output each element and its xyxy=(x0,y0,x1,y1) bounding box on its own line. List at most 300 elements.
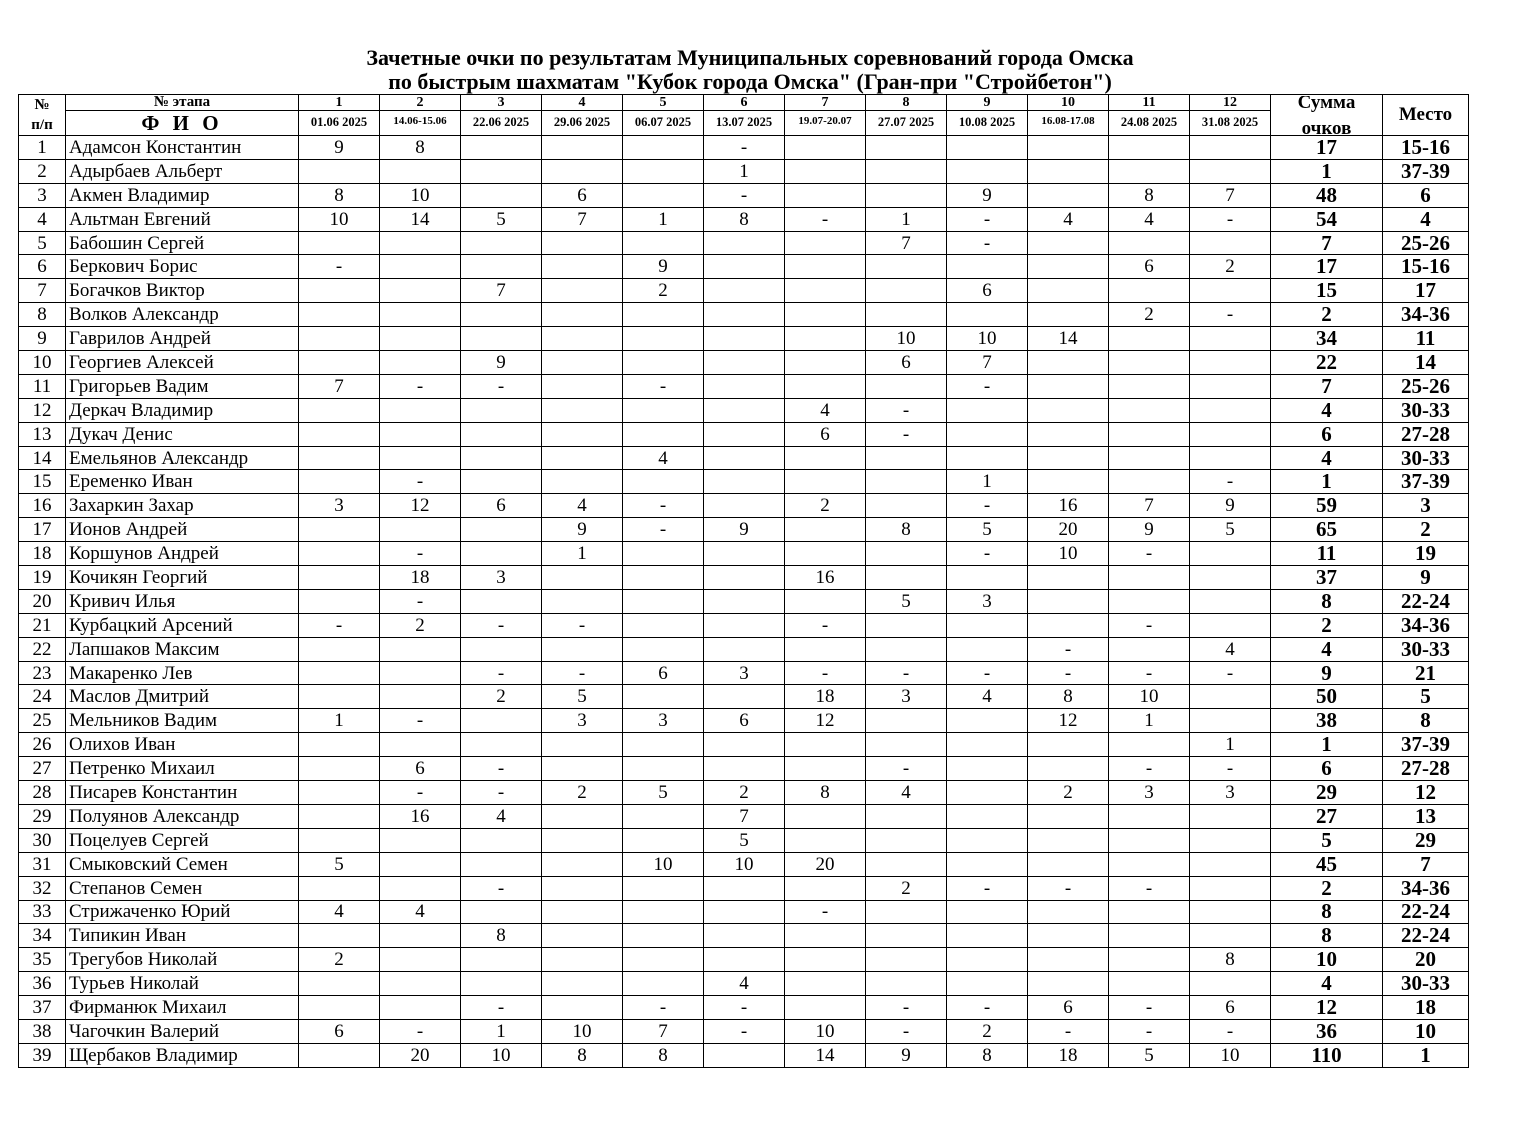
stage-score: 5 xyxy=(542,685,623,709)
stage-score xyxy=(866,900,947,924)
stage-score: - xyxy=(1190,757,1271,781)
stage-score: 7 xyxy=(1109,494,1190,518)
stage-score xyxy=(1028,255,1109,279)
player-name: Турьев Николай xyxy=(66,972,299,996)
stage-score xyxy=(704,613,785,637)
total-points: 29 xyxy=(1271,781,1383,805)
stage-score xyxy=(299,804,380,828)
stage-score: 4 xyxy=(704,972,785,996)
stage-score xyxy=(380,255,461,279)
stage-score xyxy=(623,876,704,900)
stage-score xyxy=(866,733,947,757)
row-number: 34 xyxy=(19,924,66,948)
stage-score: 9 xyxy=(299,136,380,160)
stage-score xyxy=(947,948,1028,972)
stage-score: - xyxy=(1190,470,1271,494)
stage-score xyxy=(947,446,1028,470)
table-row xyxy=(19,637,1469,661)
table-row xyxy=(19,804,1469,828)
header-stage-date xyxy=(542,110,623,136)
stage-score: 8 xyxy=(1028,685,1109,709)
stage-score: 6 xyxy=(1190,996,1271,1020)
header-stage-date xyxy=(704,110,785,136)
place: 6 xyxy=(1383,183,1469,207)
stage-score xyxy=(299,518,380,542)
stage-score: 16 xyxy=(785,566,866,590)
stage-score: - xyxy=(1028,661,1109,685)
stage-score: - xyxy=(1028,876,1109,900)
row-number: 9 xyxy=(19,327,66,351)
stage-score: 12 xyxy=(1028,709,1109,733)
stage-score xyxy=(299,733,380,757)
row-number: 32 xyxy=(19,876,66,900)
stage-score xyxy=(461,542,542,566)
header-stage-date xyxy=(1028,110,1109,136)
player-name: Смыковский Семен xyxy=(66,852,299,876)
stage-score: 2 xyxy=(1028,781,1109,805)
stage-score: - xyxy=(299,255,380,279)
stage-score xyxy=(1190,422,1271,446)
stage-score: 1 xyxy=(623,207,704,231)
stage-score xyxy=(1109,852,1190,876)
place: 15-16 xyxy=(1383,255,1469,279)
stage-score xyxy=(866,279,947,303)
stage-score xyxy=(1109,422,1190,446)
stage-score: - xyxy=(947,231,1028,255)
stage-score: - xyxy=(623,374,704,398)
total-points: 34 xyxy=(1271,327,1383,351)
stage-score xyxy=(704,446,785,470)
stage-score xyxy=(866,159,947,183)
stage-score xyxy=(866,542,947,566)
row-number: 38 xyxy=(19,1019,66,1043)
header-stage-date xyxy=(1109,110,1190,136)
stage-score xyxy=(704,374,785,398)
stage-score: 5 xyxy=(623,781,704,805)
stage-score xyxy=(704,494,785,518)
stage-score: 6 xyxy=(704,709,785,733)
stage-score: - xyxy=(380,470,461,494)
stage-score: 1 xyxy=(947,470,1028,494)
stage-score xyxy=(1109,637,1190,661)
stage-score xyxy=(380,159,461,183)
stage-score xyxy=(1109,159,1190,183)
stage-score xyxy=(542,374,623,398)
total-points: 11 xyxy=(1271,542,1383,566)
stage-score: 4 xyxy=(1190,637,1271,661)
stage-score xyxy=(299,351,380,375)
place: 13 xyxy=(1383,804,1469,828)
stage-score xyxy=(785,136,866,160)
total-points: 27 xyxy=(1271,804,1383,828)
stage-score xyxy=(1028,828,1109,852)
stage-score xyxy=(299,303,380,327)
total-points: 22 xyxy=(1271,351,1383,375)
stage-score xyxy=(1109,136,1190,160)
stage-score: - xyxy=(947,494,1028,518)
stage-score: 20 xyxy=(1028,518,1109,542)
stage-score xyxy=(704,327,785,351)
stage-score xyxy=(785,804,866,828)
player-name: Петренко Михаил xyxy=(66,757,299,781)
header-stage-date-text: 14.06-15.06 xyxy=(393,116,447,128)
table-row xyxy=(19,781,1469,805)
stage-score xyxy=(299,972,380,996)
stage-score: 6 xyxy=(1028,996,1109,1020)
stage-score: - xyxy=(623,996,704,1020)
place: 25-26 xyxy=(1383,374,1469,398)
table-row xyxy=(19,303,1469,327)
stage-score: 8 xyxy=(299,183,380,207)
total-points: 1 xyxy=(1271,470,1383,494)
stage-score xyxy=(1028,924,1109,948)
stage-score xyxy=(1109,948,1190,972)
stage-score: 7 xyxy=(947,351,1028,375)
stage-score xyxy=(380,518,461,542)
stage-score xyxy=(866,637,947,661)
header-stage-date-text: 01.06 2025 xyxy=(310,115,368,130)
stage-score xyxy=(1190,374,1271,398)
stage-score: 6 xyxy=(623,661,704,685)
player-name: Волков Александр xyxy=(66,303,299,327)
row-number: 26 xyxy=(19,733,66,757)
place: 14 xyxy=(1383,351,1469,375)
stage-score: 8 xyxy=(1109,183,1190,207)
player-name: Маслов Дмитрий xyxy=(66,685,299,709)
stage-score: - xyxy=(866,422,947,446)
stage-score xyxy=(866,804,947,828)
stage-score: 18 xyxy=(785,685,866,709)
stage-score xyxy=(380,828,461,852)
row-number: 1 xyxy=(19,136,66,160)
stage-score: 4 xyxy=(1109,207,1190,231)
stage-score xyxy=(785,637,866,661)
stage-score xyxy=(299,542,380,566)
row-number: 10 xyxy=(19,351,66,375)
stage-score: 4 xyxy=(299,900,380,924)
table-row xyxy=(19,470,1469,494)
stage-score xyxy=(623,327,704,351)
stage-score xyxy=(299,327,380,351)
stage-score xyxy=(1028,852,1109,876)
stage-score xyxy=(461,518,542,542)
stage-score xyxy=(1028,613,1109,637)
stage-score xyxy=(1190,231,1271,255)
stage-score: 7 xyxy=(1190,183,1271,207)
stage-score xyxy=(299,470,380,494)
header-stage-number: 12 xyxy=(1190,95,1271,111)
stage-score: 7 xyxy=(461,279,542,303)
stage-score xyxy=(1109,804,1190,828)
stage-score xyxy=(1190,136,1271,160)
stage-score: 8 xyxy=(461,924,542,948)
player-name: Георгиев Алексей xyxy=(66,351,299,375)
header-stage-date xyxy=(380,110,461,136)
stage-score xyxy=(1190,613,1271,637)
stage-score xyxy=(299,231,380,255)
stage-score: 5 xyxy=(461,207,542,231)
table-row xyxy=(19,1043,1469,1067)
header-stage-number: 11 xyxy=(1109,95,1190,111)
row-number: 5 xyxy=(19,231,66,255)
header-stage-date xyxy=(623,110,704,136)
stage-score xyxy=(542,255,623,279)
header-stage-number: 1 xyxy=(299,95,380,111)
row-number: 39 xyxy=(19,1043,66,1067)
stage-score: - xyxy=(1109,996,1190,1020)
stage-score xyxy=(947,900,1028,924)
place: 20 xyxy=(1383,948,1469,972)
total-points: 37 xyxy=(1271,566,1383,590)
stage-score xyxy=(785,351,866,375)
stage-score xyxy=(461,589,542,613)
header-number-bottom: п/п xyxy=(31,117,53,133)
stage-score xyxy=(542,303,623,327)
stage-score xyxy=(704,924,785,948)
player-name: Гаврилов Андрей xyxy=(66,327,299,351)
stage-score xyxy=(380,948,461,972)
row-number: 24 xyxy=(19,685,66,709)
stage-score xyxy=(785,231,866,255)
place: 22-24 xyxy=(1383,589,1469,613)
table-row xyxy=(19,566,1469,590)
stage-score xyxy=(866,972,947,996)
total-points: 45 xyxy=(1271,852,1383,876)
stage-score xyxy=(542,828,623,852)
stage-score xyxy=(623,637,704,661)
stage-score xyxy=(623,972,704,996)
stage-score xyxy=(1190,589,1271,613)
stage-score: - xyxy=(866,1019,947,1043)
stage-score: - xyxy=(461,757,542,781)
stage-score xyxy=(704,566,785,590)
stage-score: 20 xyxy=(380,1043,461,1067)
stage-score xyxy=(461,136,542,160)
stage-score xyxy=(1109,900,1190,924)
stage-score xyxy=(947,136,1028,160)
stage-score: - xyxy=(866,757,947,781)
row-number: 20 xyxy=(19,589,66,613)
stage-score: 5 xyxy=(866,589,947,613)
stage-score xyxy=(1109,351,1190,375)
stage-score xyxy=(623,422,704,446)
stage-score: 3 xyxy=(704,661,785,685)
header-stage-date-text: 27.07 2025 xyxy=(877,115,935,130)
stage-score xyxy=(866,374,947,398)
table-row xyxy=(19,279,1469,303)
row-number: 13 xyxy=(19,422,66,446)
table-header xyxy=(19,95,1469,136)
stage-score xyxy=(866,566,947,590)
place: 1 xyxy=(1383,1043,1469,1067)
player-name: Курбацкий Арсений xyxy=(66,613,299,637)
stage-score: 2 xyxy=(785,494,866,518)
stage-score xyxy=(704,231,785,255)
stage-score: 18 xyxy=(1028,1043,1109,1067)
stage-score xyxy=(299,661,380,685)
stage-score xyxy=(461,709,542,733)
stage-score: 2 xyxy=(461,685,542,709)
stage-score xyxy=(947,637,1028,661)
stage-score xyxy=(785,828,866,852)
title-line-2: по быстрым шахматам "Кубок города Омска" (Гран-при "Стройбетон") xyxy=(388,69,1112,94)
stage-score xyxy=(1028,374,1109,398)
stage-score xyxy=(1109,589,1190,613)
stage-score: 14 xyxy=(1028,327,1109,351)
stage-score: - xyxy=(299,613,380,637)
stage-score: - xyxy=(785,900,866,924)
row-number: 23 xyxy=(19,661,66,685)
player-name: Акмен Владимир xyxy=(66,183,299,207)
header-stage-date xyxy=(947,110,1028,136)
stage-score: 7 xyxy=(704,804,785,828)
stage-score xyxy=(542,470,623,494)
stage-score xyxy=(380,924,461,948)
stage-score: 10 xyxy=(1190,1043,1271,1067)
stage-score: 5 xyxy=(1190,518,1271,542)
place: 25-26 xyxy=(1383,231,1469,255)
place: 37-39 xyxy=(1383,159,1469,183)
stage-score xyxy=(866,852,947,876)
stage-score: - xyxy=(1190,661,1271,685)
stage-score: - xyxy=(1190,1019,1271,1043)
stage-score: 9 xyxy=(542,518,623,542)
stage-score xyxy=(461,255,542,279)
row-number: 2 xyxy=(19,159,66,183)
player-name: Альтман Евгений xyxy=(66,207,299,231)
stage-score xyxy=(704,900,785,924)
stage-score xyxy=(1190,709,1271,733)
player-name: Степанов Семен xyxy=(66,876,299,900)
stage-score xyxy=(380,351,461,375)
stage-score: - xyxy=(866,661,947,685)
stage-score: 8 xyxy=(866,518,947,542)
stage-score: 2 xyxy=(542,781,623,805)
stage-score xyxy=(299,637,380,661)
stage-score: 1 xyxy=(866,207,947,231)
stage-score xyxy=(461,446,542,470)
stage-score xyxy=(542,589,623,613)
stage-score xyxy=(461,637,542,661)
stage-score: 4 xyxy=(785,398,866,422)
stage-score xyxy=(461,398,542,422)
stage-score: - xyxy=(461,613,542,637)
stage-score xyxy=(1190,828,1271,852)
stage-score: 10 xyxy=(1028,542,1109,566)
stage-score: - xyxy=(380,374,461,398)
header-sum-bottom: очков xyxy=(1301,118,1352,134)
stage-score xyxy=(1028,303,1109,327)
stage-score: - xyxy=(704,136,785,160)
stage-score xyxy=(1109,733,1190,757)
stage-score xyxy=(380,398,461,422)
stage-score xyxy=(623,828,704,852)
stage-score xyxy=(542,327,623,351)
stage-score xyxy=(704,589,785,613)
stage-score xyxy=(1190,804,1271,828)
stage-score: 3 xyxy=(866,685,947,709)
stage-score: 2 xyxy=(1109,303,1190,327)
table-row xyxy=(19,327,1469,351)
stage-score xyxy=(704,685,785,709)
stage-score xyxy=(866,303,947,327)
place: 7 xyxy=(1383,852,1469,876)
place: 34-36 xyxy=(1383,613,1469,637)
stage-score xyxy=(785,446,866,470)
stage-score xyxy=(299,876,380,900)
stage-score xyxy=(542,948,623,972)
stage-score: 8 xyxy=(785,781,866,805)
stage-score xyxy=(785,757,866,781)
header-fio: Ф И О xyxy=(66,110,299,136)
place: 19 xyxy=(1383,542,1469,566)
stage-score xyxy=(1028,733,1109,757)
stage-score xyxy=(785,589,866,613)
stage-score: - xyxy=(704,996,785,1020)
table-row xyxy=(19,446,1469,470)
stage-score xyxy=(299,781,380,805)
stage-score: 1 xyxy=(542,542,623,566)
stage-score xyxy=(1190,446,1271,470)
stage-score xyxy=(947,398,1028,422)
player-name: Типикин Иван xyxy=(66,924,299,948)
stage-score xyxy=(704,279,785,303)
stage-score xyxy=(704,757,785,781)
stage-score xyxy=(866,948,947,972)
total-points: 17 xyxy=(1271,136,1383,160)
player-name: Щербаков Владимир xyxy=(66,1043,299,1067)
stage-score xyxy=(542,159,623,183)
stage-score: - xyxy=(1109,757,1190,781)
stage-score: 6 xyxy=(866,351,947,375)
stage-score: - xyxy=(623,494,704,518)
header-sum-top: Сумма xyxy=(1297,96,1356,113)
row-number: 12 xyxy=(19,398,66,422)
stage-score xyxy=(623,613,704,637)
stage-score xyxy=(947,422,1028,446)
stage-score xyxy=(623,398,704,422)
stage-score: 14 xyxy=(785,1043,866,1067)
row-number: 27 xyxy=(19,757,66,781)
total-points: 17 xyxy=(1271,255,1383,279)
header-stage-date-text: 22.06 2025 xyxy=(472,115,530,130)
stage-score xyxy=(1109,327,1190,351)
stage-score: 10 xyxy=(785,1019,866,1043)
stage-score: 4 xyxy=(866,781,947,805)
stage-score xyxy=(461,422,542,446)
stage-score xyxy=(1190,852,1271,876)
header-stage-date-text: 31.08 2025 xyxy=(1201,115,1259,130)
stage-score xyxy=(1028,136,1109,160)
header-stage-number: 6 xyxy=(704,95,785,111)
player-name: Полуянов Александр xyxy=(66,804,299,828)
stage-score: - xyxy=(947,542,1028,566)
header-number-top: № xyxy=(34,97,50,113)
header-stage-date-text: 29.06 2025 xyxy=(553,115,611,130)
place: 27-28 xyxy=(1383,422,1469,446)
table-row xyxy=(19,1019,1469,1043)
stage-score: 12 xyxy=(785,709,866,733)
row-number: 16 xyxy=(19,494,66,518)
stage-score xyxy=(299,685,380,709)
header-place: Место xyxy=(1383,95,1469,136)
stage-score: - xyxy=(1109,613,1190,637)
stage-score xyxy=(1109,231,1190,255)
stage-score xyxy=(299,422,380,446)
total-points: 4 xyxy=(1271,637,1383,661)
stage-score xyxy=(542,852,623,876)
stage-score xyxy=(1190,924,1271,948)
